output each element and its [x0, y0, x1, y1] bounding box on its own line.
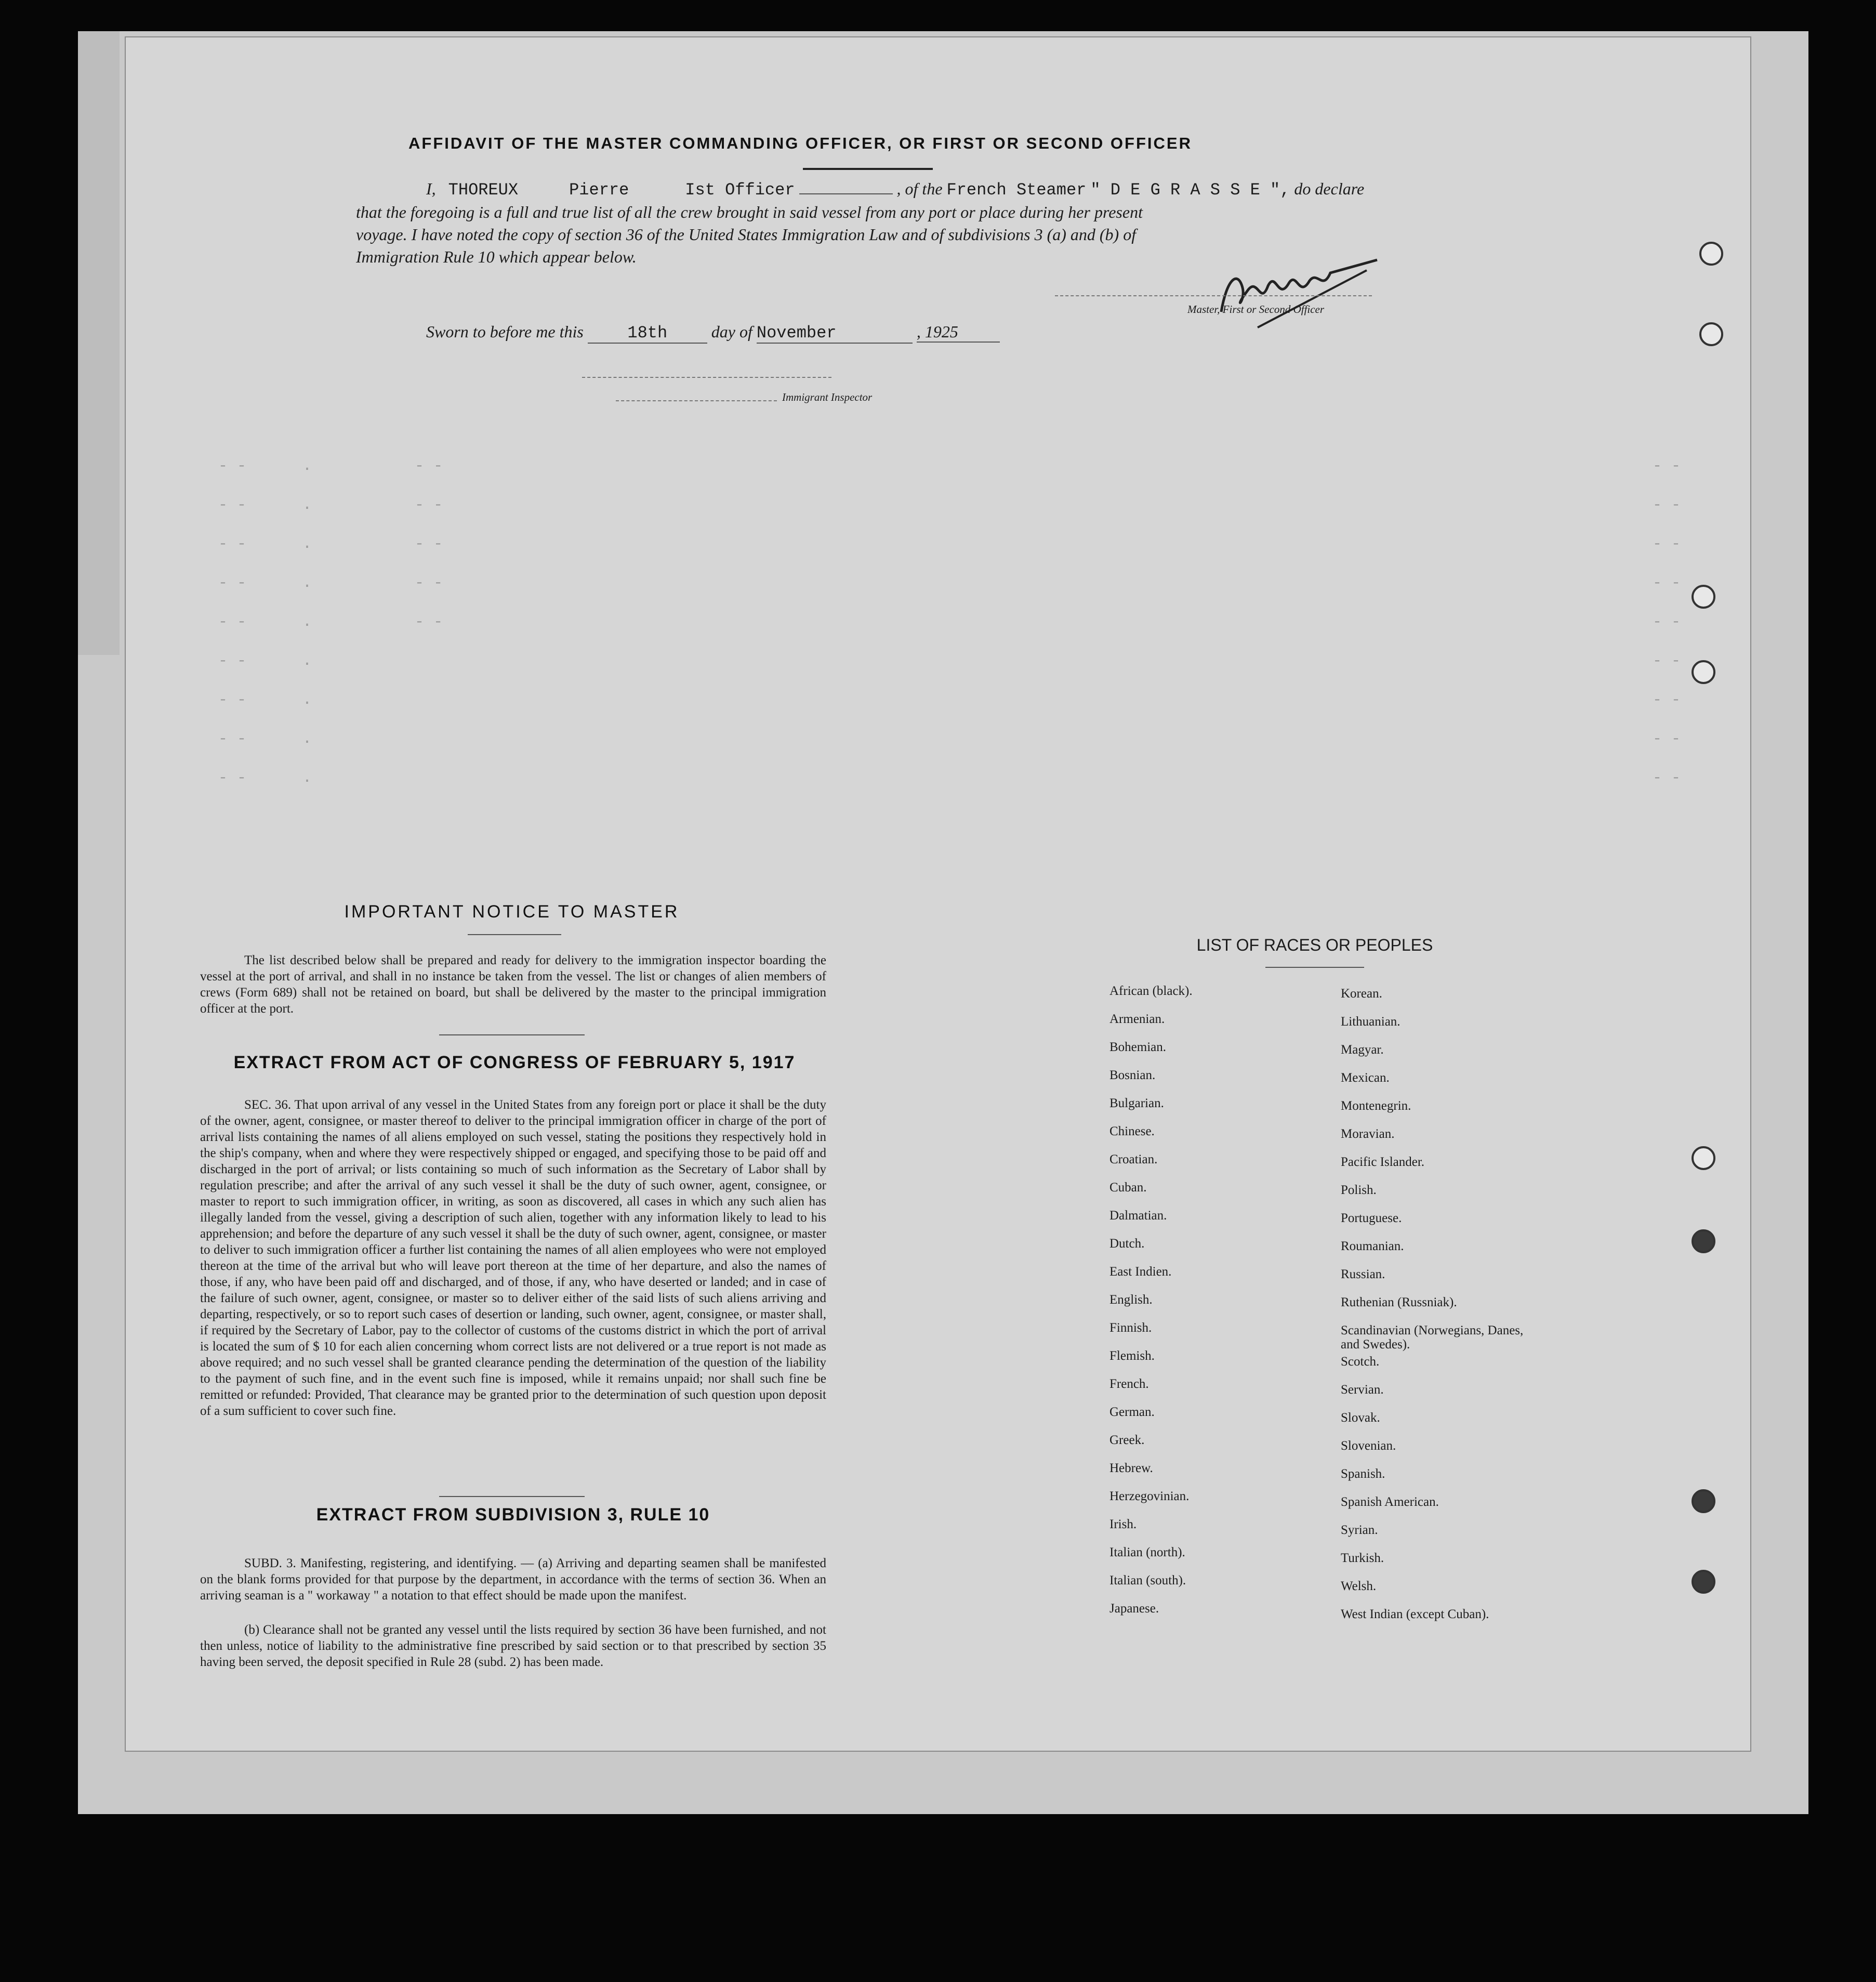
officer-signature: [1211, 250, 1388, 333]
race-item: Japanese.: [1109, 1602, 1159, 1616]
race-item: Magyar.: [1341, 1043, 1384, 1057]
bleed-through-rows: - - . - - - - . - - - - . - - - - . - - - - . - - - - . - - . - - . - - . - - - - - - - - - - - - - - - - - -: [218, 457, 1681, 787]
race-item: Flemish.: [1109, 1349, 1155, 1363]
race-item: Dalmatian.: [1109, 1209, 1167, 1223]
inspector-label: Immigrant Inspector: [782, 391, 873, 403]
underlying-sheet-edge: [78, 31, 120, 655]
race-item: West Indian (except Cuban).: [1341, 1607, 1489, 1621]
inspector-signature-line: [582, 377, 831, 378]
race-item: Polish.: [1341, 1183, 1377, 1197]
race-item: Servian.: [1341, 1383, 1384, 1397]
race-item: Pacific Islander.: [1341, 1155, 1425, 1169]
notice-title-rule: [468, 934, 561, 935]
race-item: Spanish American.: [1341, 1495, 1439, 1509]
race-item: Scotch.: [1341, 1355, 1380, 1369]
rule-subd-a: SUBD. 3. Manifesting, registering, and identifying. — (a) Arriving and departing seamen shall be manifested on the blank forms provided for that purpose by the department, in accordance with the terms of section 36. When an arriving seaman is a " workaway " a notation to that effect should be made upon the manifest.: [200, 1556, 826, 1603]
affidavit-line-4: Immigration Rule 10 which appear below.: [356, 247, 637, 266]
race-item: Lithuanian.: [1341, 1015, 1401, 1029]
binder-hole: [1692, 1229, 1715, 1253]
affidavit-line-1: I, THOREUX Pierre Ist Officer , of the French Steamer " D E G R A S S E ", do declare: [426, 179, 1365, 200]
race-item: Portuguese.: [1341, 1211, 1402, 1225]
races-column-1: [1109, 984, 1338, 1630]
race-item: East Indien.: [1109, 1265, 1172, 1279]
notice-title: IMPORTANT NOTICE TO MASTER: [344, 902, 680, 922]
binder-hole: [1699, 242, 1723, 266]
race-item: Scandinavian (Norwegians, Danes, and Swedes).: [1341, 1323, 1524, 1351]
race-item: Spanish.: [1341, 1467, 1385, 1481]
race-item: Korean.: [1341, 987, 1382, 1001]
race-item: Roumanian.: [1341, 1239, 1404, 1253]
races-column-2: [1341, 987, 1528, 1635]
binder-hole: [1699, 322, 1723, 346]
race-item: Finnish.: [1109, 1321, 1152, 1335]
binder-hole: [1692, 660, 1715, 684]
race-item: Armenian.: [1109, 1012, 1165, 1026]
act-text: SEC. 36. That upon arrival of any vessel in the United States from any foreign port or place it shall be the duty of the owner, agent, consignee, or master thereof to deliver to the principal immigration officer in charge of the port of arrival lists containing the names of all aliens employed on such vessel, stating the positions they respectively hold in the ship's company, when and where they were respectively shipped or engaged, and specifying those to be paid off and discharged in the port of arrival; or lists containing so much of such information as the Secretary of Labor shall by regulation prescribe; and after the arrival of any such vessel it shall be the duty of such owner, agent, consignee, or master to report to such immigration officer, in writing, as soon as discovered, all cases in which any such alien has illegally landed from the vessel, giving a description of such alien, together with any information likely to lead to his apprehension; and before the departure of any such vessel it shall be the duty of such owner, agent, consignee, or master to deliver to such immigration officer a further list containing the names of all alien employees who were not employed thereon at the time of the arrival but who will leave port thereon at the time of her departure, and also the names of those, if any, who have been paid off and discharged, and of those, if any, who have deserted or landed; and in case of the failure of such owner, agent, consignee, or master so to deliver either of the said lists of such aliens arriving and departing, respectively, or so to report such cases of desertion or landing, such owner, agent, consignee, or master shall, if required by the Secretary of Labor, pay to the collector of customs of the customs district in which the port of arrival is located the sum of $ 10 for each alien concerning whom correct lists are not delivered or a true report is not made as above required; and no such vessel shall be granted clearance pending the determination of the question of the liability to the payment of such fine, and in the event such fine is imposed, while it remains unpaid; nor shall such fine be remitted or refunded: Provided, That clearance may be granted prior to the determination of such question upon deposit of a sum sufficient to cover such fine.: [200, 1098, 826, 1418]
race-item: Herzegovinian.: [1109, 1489, 1190, 1503]
race-item: Turkish.: [1341, 1551, 1384, 1565]
race-item: French.: [1109, 1377, 1149, 1391]
race-item: Dutch.: [1109, 1237, 1145, 1251]
rule-subd-b: (b) Clearance shall not be granted any vessel until the lists required by section 36 have been furnished, and not then unless, notice of liability to the administrative fine prescribed by said section or to that prescribed by section 35 having been served, the deposit specified in Rule 28 (subd. 2) has been made.: [200, 1623, 826, 1669]
race-item: Italian (south).: [1109, 1573, 1186, 1587]
notice-text: The list described below shall be prepared and ready for delivery to the immigration inspector boarding the vessel at the port of arrival, and shall in no instance be taken from the vessel. The list or changes of alien members of crews (Form 689) shall not be retained on board, but shall be delivered by the master to the principal immigration officer at the port.: [200, 953, 826, 1016]
race-item: Chinese.: [1109, 1124, 1155, 1138]
race-item: Moravian.: [1341, 1127, 1395, 1141]
notice-end-rule: [439, 1034, 585, 1035]
sworn-line: Sworn to before me this 18th day of November , 1925: [426, 322, 1000, 344]
race-item: Ruthenian (Russniak).: [1341, 1295, 1457, 1309]
act-title: EXTRACT FROM ACT OF CONGRESS OF FEBRUARY 5, 1917: [233, 1053, 796, 1072]
race-item: Mexican.: [1341, 1071, 1390, 1085]
race-item: African (black).: [1109, 984, 1193, 998]
race-item: Syrian.: [1341, 1523, 1378, 1537]
signature-label: Master, First or Second Officer: [1187, 303, 1325, 316]
race-item: Slovenian.: [1341, 1439, 1396, 1453]
affidavit-title: AFFIDAVIT OF THE MASTER COMMANDING OFFICER, OR FIRST OR SECOND OFFICER: [408, 134, 1192, 152]
race-item: Slovak.: [1341, 1411, 1380, 1425]
signature-line: [1055, 295, 1372, 296]
rule-title: EXTRACT FROM SUBDIVISION 3, RULE 10: [316, 1505, 710, 1525]
races-title: LIST OF RACES OR PEOPLES: [1196, 936, 1433, 954]
sworn-month: November: [757, 323, 913, 344]
inspector-line: [616, 400, 777, 401]
vessel-name: " D E G R A S S E ",: [1090, 180, 1290, 200]
binder-hole: [1692, 1146, 1715, 1170]
race-item: Montenegrin.: [1341, 1099, 1411, 1113]
race-item: Croatian.: [1109, 1152, 1158, 1166]
vessel-type: French Steamer: [946, 180, 1087, 200]
race-item: Bulgarian.: [1109, 1096, 1164, 1110]
officer-first-name: Pierre: [569, 180, 629, 200]
affidavit-line-2: that the foregoing is a full and true list of all the crew brought in said vessel from any port or place during her present: [356, 203, 1143, 221]
race-item: Cuban.: [1109, 1180, 1147, 1195]
race-item: Hebrew.: [1109, 1461, 1153, 1475]
affidavit-line-3: voyage. I have noted the copy of section 36 of the United States Immigration Law and of subdivisions 3 (a) and (b) of: [356, 225, 1137, 244]
race-item: Welsh.: [1341, 1579, 1377, 1593]
race-item: Italian (north).: [1109, 1545, 1185, 1559]
binder-hole: [1692, 1489, 1715, 1513]
race-item: German.: [1109, 1405, 1155, 1419]
race-item: Russian.: [1341, 1267, 1385, 1281]
race-item: Irish.: [1109, 1517, 1137, 1531]
binder-hole: [1692, 1570, 1715, 1594]
affidavit-title-rule: [803, 168, 933, 170]
officer-rank: Ist Officer: [685, 180, 795, 200]
race-item: Greek.: [1109, 1433, 1145, 1447]
sworn-year: , 1925: [917, 322, 1000, 343]
binder-hole: [1692, 585, 1715, 609]
sworn-day: 18th: [588, 323, 707, 344]
race-item: Bosnian.: [1109, 1068, 1156, 1082]
rule-top-rule: [439, 1496, 585, 1497]
race-item: Bohemian.: [1109, 1040, 1167, 1054]
officer-last-name: THOREUX: [448, 180, 519, 200]
races-title-rule: [1265, 967, 1364, 968]
race-item: English.: [1109, 1293, 1153, 1307]
